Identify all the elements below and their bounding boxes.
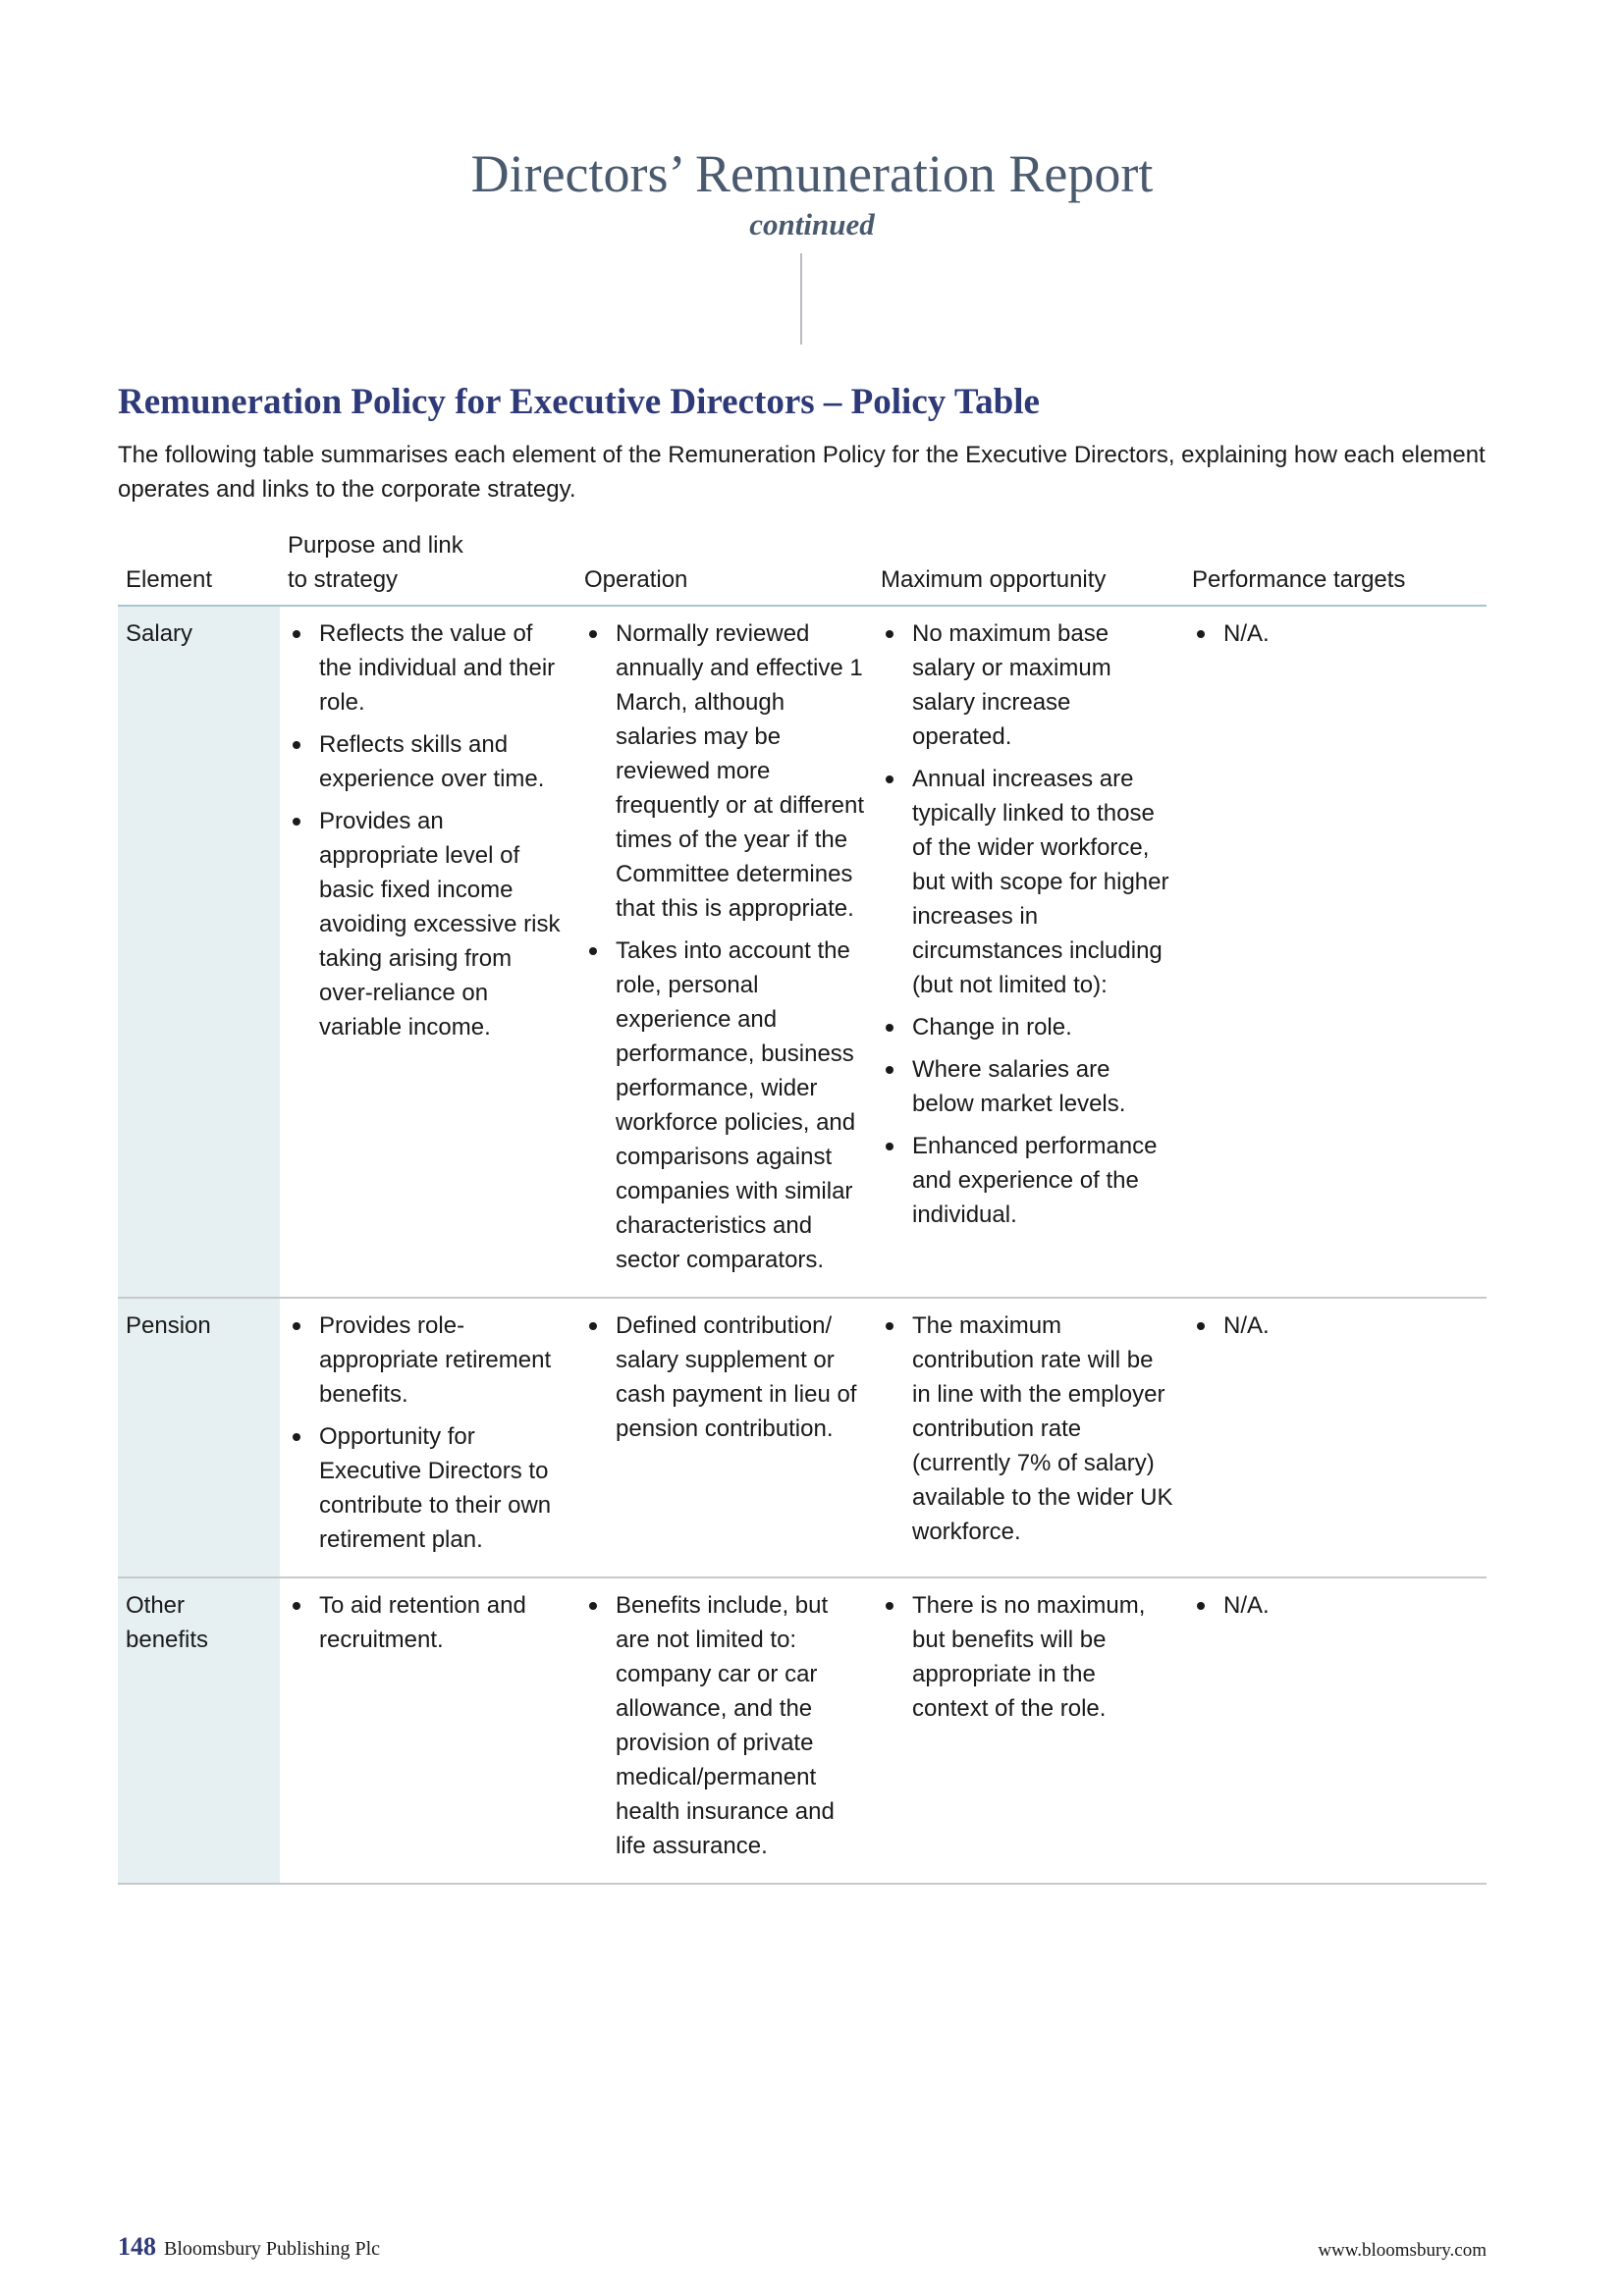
header-element: Element: [118, 528, 280, 606]
list-item: N/A.: [1192, 1588, 1479, 1623]
table-header-row: [118, 528, 1487, 606]
list-item: To aid retention and recruitment.: [288, 1588, 568, 1657]
report-subtitle: continued: [749, 207, 875, 241]
purpose-cell: [280, 1298, 576, 1577]
element-cell: Other benefits: [118, 1577, 280, 1884]
targets-list: [1192, 1588, 1479, 1623]
header-targets: Performance targets: [1184, 528, 1487, 606]
purpose-cell: [280, 606, 576, 1298]
report-header: [0, 142, 1624, 244]
list-item: No maximum base salary or maximum salary increase operated.: [881, 616, 1176, 754]
header-purpose-line2: to strategy: [288, 566, 399, 593]
footer-url: www.bloomsbury.com: [1318, 2240, 1487, 2261]
targets-list: [1192, 616, 1479, 651]
list-item: N/A.: [1192, 1308, 1479, 1343]
list-item: Opportunity for Executive Directors to contribute to their own retirement plan.: [288, 1419, 568, 1557]
operation-cell: [576, 606, 873, 1298]
operation-list: [584, 1588, 865, 1863]
maximum-cell: [873, 606, 1184, 1298]
list-item: Provides role-appropriate retirement benefits.: [288, 1308, 568, 1412]
list-item: There is no maximum, but benefits will be appropriate in the context of the role.: [881, 1588, 1176, 1726]
table-body: [118, 606, 1487, 1884]
list-item: Annual increases are typically linked to those of the wider workforce, but with scope for higher increases in circumstances including (but not limited to):: [881, 762, 1176, 1002]
element-cell: Salary: [118, 606, 280, 1298]
list-item: Where salaries are below market levels.: [881, 1052, 1176, 1121]
header-maximum: Maximum opportunity: [873, 528, 1184, 606]
company-name: Bloomsbury Publishing Plc: [164, 2238, 381, 2260]
table-row: [118, 1298, 1487, 1577]
footer-company: [118, 2232, 380, 2264]
operation-list: [584, 1308, 865, 1446]
list-item: Reflects skills and experience over time.: [288, 727, 568, 796]
header-divider: [800, 253, 802, 345]
maximum-list: [881, 1588, 1176, 1726]
purpose-cell: [280, 1577, 576, 1884]
purpose-list: [288, 1588, 568, 1657]
maximum-list: [881, 1308, 1176, 1549]
list-item: Change in role.: [881, 1010, 1176, 1044]
list-item: N/A.: [1192, 616, 1479, 651]
list-item: Enhanced performance and experience of the individual.: [881, 1129, 1176, 1232]
table-row: [118, 606, 1487, 1298]
list-item: Normally reviewed annually and effective 1 March, although salaries may be reviewed more frequently or at different times of the year if the Committee determines that this is appropriate.: [584, 616, 865, 926]
list-item: Reflects the value of the individual and their role.: [288, 616, 568, 720]
header-purpose: [280, 528, 576, 606]
page-number: 148: [118, 2232, 156, 2261]
operation-list: [584, 616, 865, 1277]
targets-cell: [1184, 1577, 1487, 1884]
targets-cell: [1184, 606, 1487, 1298]
purpose-list: [288, 1308, 568, 1557]
list-item: Benefits include, but are not limited to: company car or car allowance, and the provision of private medical/permanent health insurance and life assurance.: [584, 1588, 865, 1863]
header-purpose-line1: Purpose and link: [288, 532, 463, 559]
list-item: Defined contribution/ salary supplement or cash payment in lieu of pension contribution.: [584, 1308, 865, 1446]
list-item: Takes into account the role, personal experience and performance, business performance, wider workforce policies, and comparisons against companies with similar characteristics and sector comparators.: [584, 934, 865, 1277]
maximum-cell: [873, 1298, 1184, 1577]
element-cell: Pension: [118, 1298, 280, 1577]
report-title: Directors’ Remuneration Report: [470, 144, 1154, 203]
maximum-list: [881, 616, 1176, 1232]
section-title: Remuneration Policy for Executive Directors – Policy Table: [118, 382, 1040, 422]
purpose-list: [288, 616, 568, 1044]
operation-cell: [576, 1298, 873, 1577]
section-intro: The following table summarises each element of the Remuneration Policy for the Executive Directors, explaining how each element operates and links to the corporate strategy.: [118, 442, 1486, 503]
list-item: Provides an appropriate level of basic fixed income avoiding excessive risk taking arising from over-reliance on variable income.: [288, 804, 568, 1044]
maximum-cell: [873, 1577, 1184, 1884]
table-row: [118, 1577, 1487, 1884]
policy-table: [118, 528, 1487, 1885]
targets-cell: [1184, 1298, 1487, 1577]
header-operation: Operation: [576, 528, 873, 606]
targets-list: [1192, 1308, 1479, 1343]
operation-cell: [576, 1577, 873, 1884]
list-item: The maximum contribution rate will be in line with the employer contribution rate (currently 7% of salary) available to the wider UK workforce.: [881, 1308, 1176, 1549]
